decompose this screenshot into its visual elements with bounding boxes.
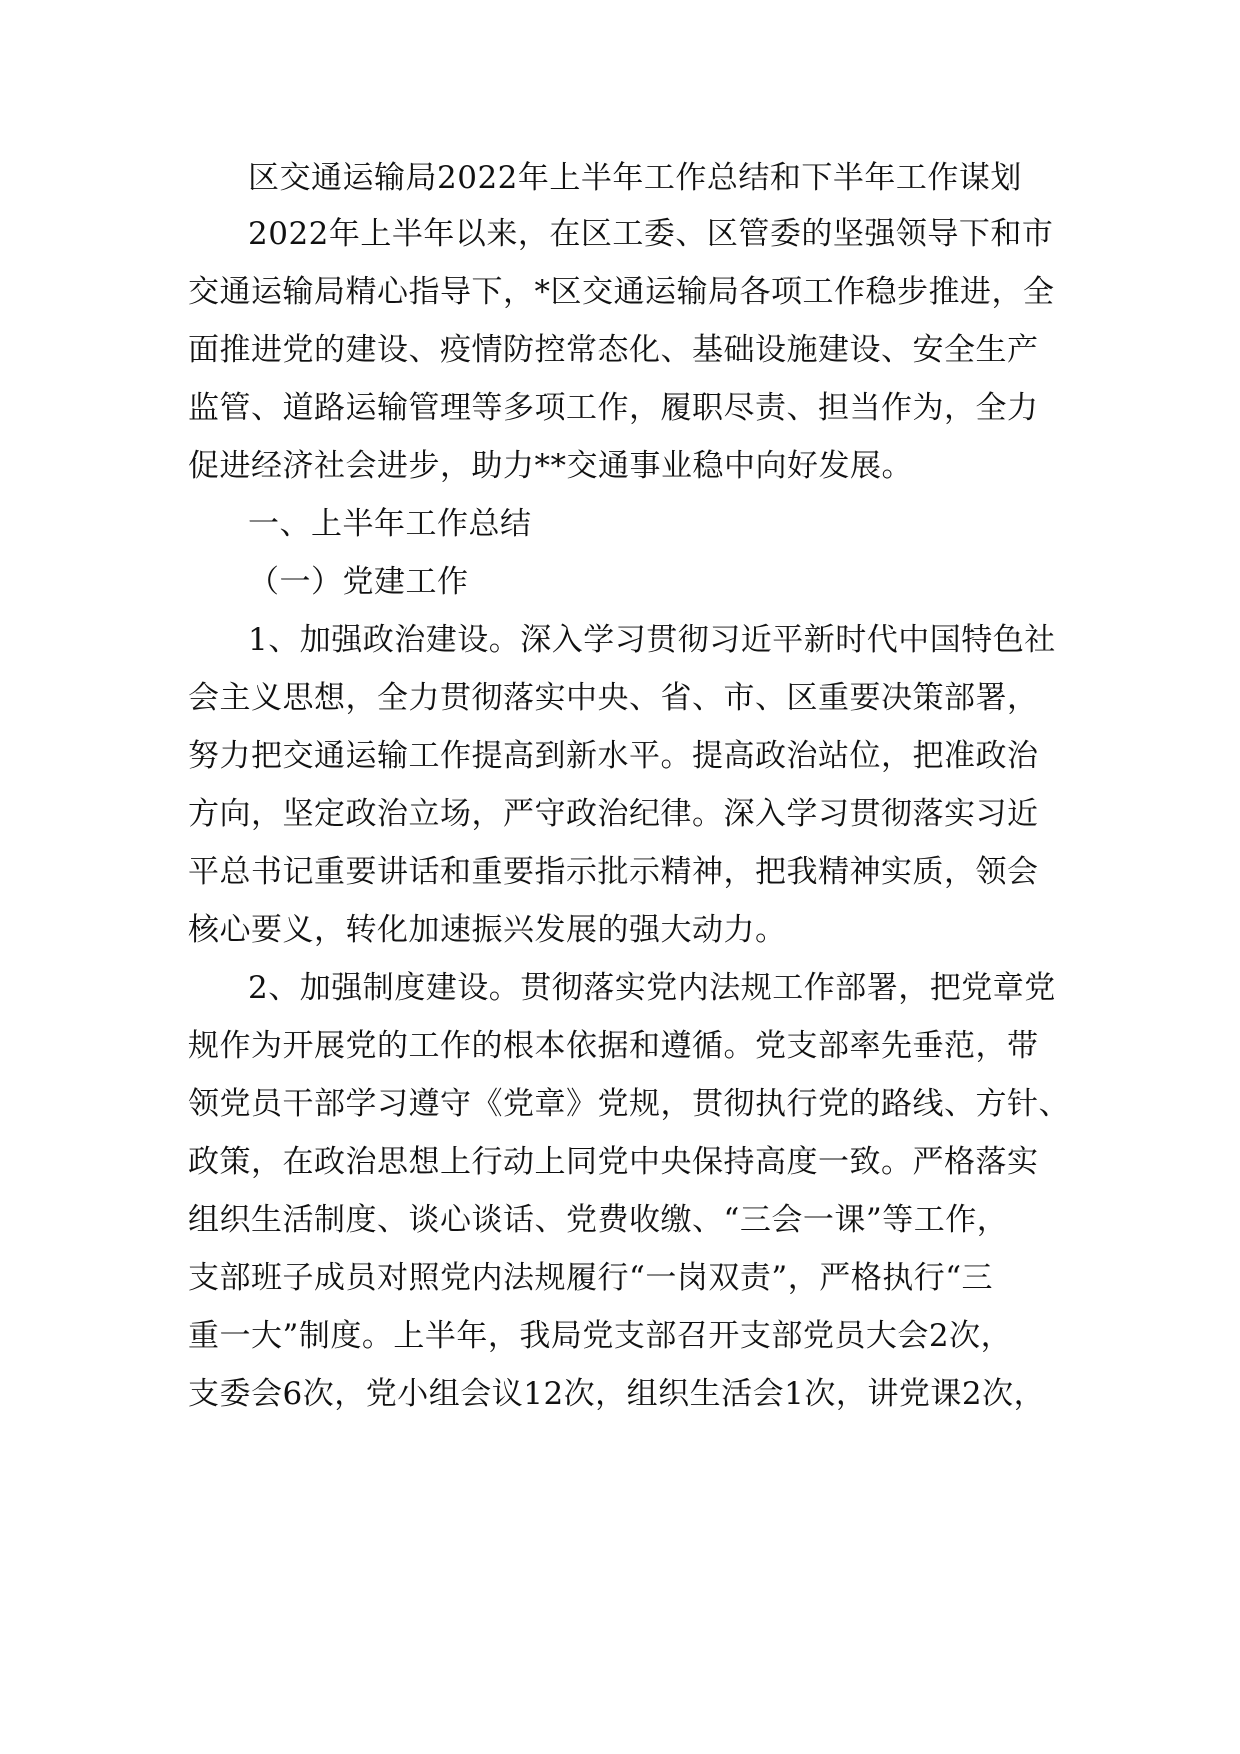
paragraph-line-10: 平总书记重要讲话和重要指示批示精神，把我精神实质，领会 bbox=[188, 854, 1039, 890]
paragraph-line-13: 规作为开展党的工作的根本依据和遵循。党支部率先垂范，带 bbox=[188, 1028, 1039, 1064]
paragraph-line-17: 支部班子成员对照党内法规履行“一岗双责”，严格执行“三 bbox=[188, 1260, 994, 1296]
section-heading: 一、上半年工作总结 bbox=[248, 506, 532, 542]
paragraph-line-8: 努力把交通运输工作提高到新水平。提高政治站位，把准政治 bbox=[188, 738, 1039, 774]
paragraph-line-15: 政策，在政治思想上行动上同党中央保持高度一致。严格落实 bbox=[188, 1144, 1039, 1180]
paragraph-line-6: 1、加强政治建设。深入学习贯彻习近平新时代中国特色社 bbox=[248, 622, 1056, 658]
paragraph-line-16: 组织生活制度、谈心谈话、党费收缴、“三会一课”等工作， bbox=[188, 1202, 1009, 1238]
paragraph-line-14: 领党员干部学习遵守《党章》党规，贯彻执行党的路线、方针、 bbox=[188, 1086, 1070, 1122]
paragraph-line-12: 2、加强制度建设。贯彻落实党内法规工作部署，把党章党 bbox=[248, 970, 1056, 1006]
paragraph-line-1: 2022年上半年以来，在区工委、区管委的坚强领导下和市 bbox=[248, 216, 1054, 252]
paragraph-line-7: 会主义思想，全力贯彻落实中央、省、市、区重要决策部署， bbox=[188, 680, 1039, 716]
document-title: 区交通运输局2022年上半年工作总结和下半年工作谋划 bbox=[248, 160, 1022, 196]
paragraph-line-18: 重一大”制度。上半年，我局党支部召开支部党员大会2次， bbox=[188, 1318, 1013, 1354]
paragraph-line-5: 促进经济社会进步，助力**交通事业稳中向好发展。 bbox=[188, 448, 913, 484]
paragraph-line-3: 面推进党的建设、疫情防控常态化、基础设施建设、安全生产 bbox=[188, 332, 1039, 368]
paragraph-line-2: 交通运输局精心指导下，*区交通运输局各项工作稳步推进，全 bbox=[188, 274, 1055, 310]
paragraph-line-4: 监管、道路运输管理等多项工作，履职尽责、担当作为，全力 bbox=[188, 390, 1039, 426]
paragraph-line-9: 方向，坚定政治立场，严守政治纪律。深入学习贯彻落实习近 bbox=[188, 796, 1039, 832]
paragraph-line-11: 核心要义，转化加速振兴发展的强大动力。 bbox=[188, 912, 787, 948]
paragraph-line-19: 支委会6次，党小组会议12次，组织生活会1次，讲党课2次， bbox=[188, 1376, 1046, 1412]
subsection-heading: （一）党建工作 bbox=[248, 564, 469, 600]
